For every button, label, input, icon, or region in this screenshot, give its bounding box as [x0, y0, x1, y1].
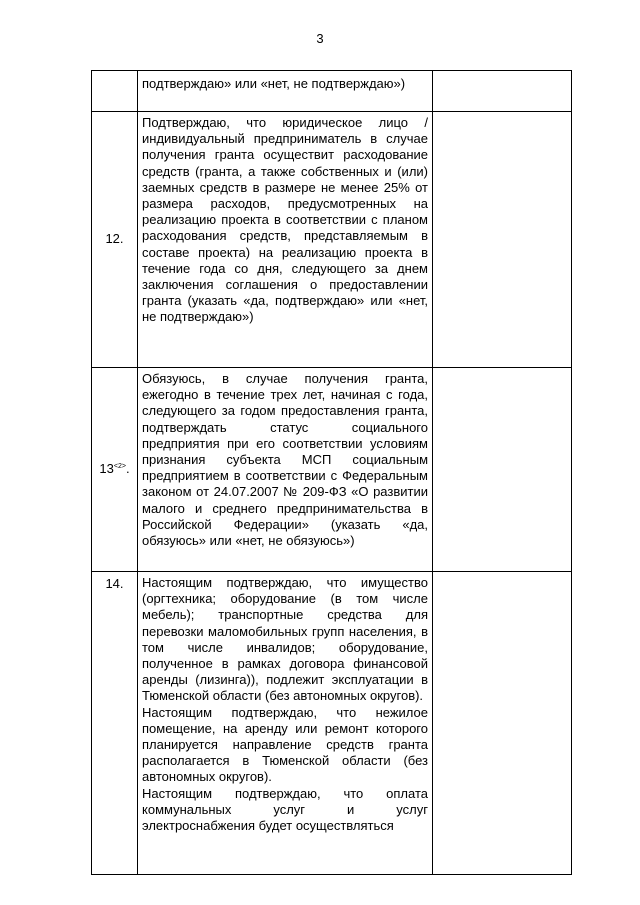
table-row [92, 112, 572, 368]
statement-paragraph: Настоящим подтверждаю, что нежилое помещение, на аренду или ремонт которого планируется направление средств гранта располагается в Тюменской области (без автономных округов). [142, 704, 428, 785]
table-row [92, 572, 572, 875]
declaration-table [91, 70, 572, 875]
statement-text: Подтверждаю, что юридическое лицо / индивидуальный предприниматель в случае получения гранта осуществит расходование средств (гранта, а также собственных и (или) заемных средств в размере не менее 25% от размера расходов, предусмотренных на реализацию проекта в соответствии с планом расходования средств, представляемым в составе проекта) на реализацию проекта в течение года со дня, следующего за днем заключения соглашения о предоставлении гранта (указать «да, подтверждаю» или «нет, не подтверждаю») [142, 115, 428, 325]
table-row [92, 368, 572, 572]
row-number: $13^{<2>}$. [99, 461, 130, 477]
page-number: 3 [316, 31, 324, 46]
answer-cell[interactable] [433, 572, 572, 875]
answer-cell[interactable] [433, 71, 572, 112]
row-number: 14. [105, 576, 124, 591]
row-number-cell [92, 572, 138, 875]
statement-cell [138, 368, 433, 572]
answer-cell[interactable] [433, 112, 572, 368]
statement-cell [138, 112, 433, 368]
row-number-cell [92, 368, 138, 572]
statement-cell [138, 71, 433, 112]
statement-cell [138, 572, 433, 875]
row-number-cell [92, 71, 138, 112]
statement-paragraph: Настоящим подтверждаю, что оплата коммунальных услуг и услуг электроснабжения будет осуществляться [142, 785, 428, 834]
statement-paragraph: Настоящим подтверждаю, что имущество (оргтехника; оборудование (в том числе мебель); транспортные средства для перевозки маломобильных групп населения, в том числе инвалидов; оборудование, полученное в рамках договора финансовой аренды (лизинга)), подлежит эксплуатации в Тюменской области (без автономных округов). [142, 575, 428, 704]
answer-cell[interactable] [433, 368, 572, 572]
statement-text: Обязуюсь, в случае получения гранта, ежегодно в течение трех лет, начиная с года, следующего за годом предоставления гранта, подтверждать статус социального предприятия при его соответствии условиям признания субъекта МСП социальным предприятием в соответствии с Федеральным законом от 24.07.2007 № 209-ФЗ «О развитии малого и среднего предпринимательства в Российской Федерации» (указать «да, обязуюсь» или «нет, не обязуюсь») [142, 371, 428, 549]
footnote-marker[interactable]: <2> [113, 463, 126, 471]
table-row [92, 71, 572, 112]
row-number: 12. [105, 231, 124, 247]
row-number-cell [92, 112, 138, 368]
statement-text: подтверждаю» или «нет, не подтверждаю») [142, 76, 406, 91]
